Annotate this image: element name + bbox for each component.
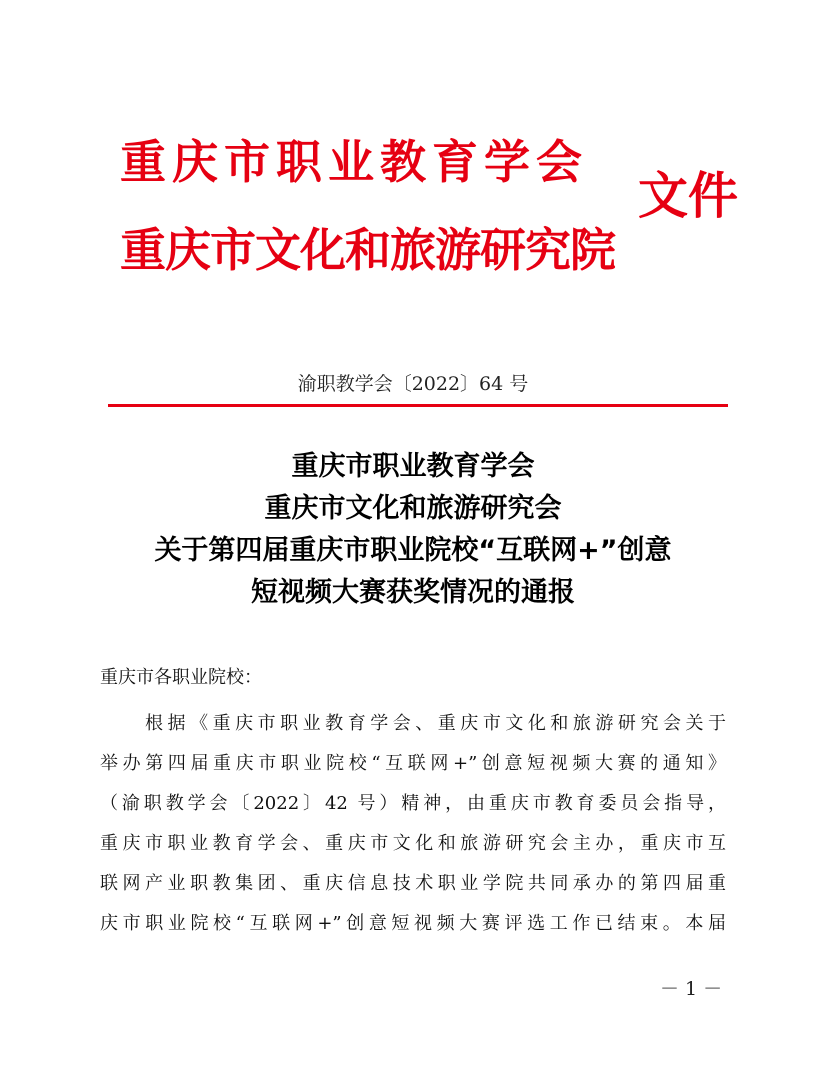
salutation: 重庆市各职业院校： [100, 667, 262, 688]
body-line-5: 联网产业职教集团、重庆信息技术职业学院共同承办的第四届重 [100, 873, 726, 894]
body-line-1: 根据《重庆市职业教育学会、重庆市文化和旅游研究会关于 [100, 713, 726, 734]
body-line-6: 庆市职业院校“互联网+”创意短视频大赛评选工作已结束。本届 [100, 913, 726, 934]
title-line-1: 重庆市职业教育学会 [291, 451, 535, 482]
issuer-name-1: 重庆市职业教育学会 [120, 135, 588, 189]
body-line-3: （渝职教学会〔2022〕42 号）精神，由重庆市教育委员会指导， [100, 793, 726, 814]
title-line-4: 短视频大赛获奖情况的通报 [251, 577, 575, 608]
issuer-name-2: 重庆市文化和旅游研究院 [120, 223, 615, 277]
document-type-label: 文件 [638, 166, 738, 225]
body-paragraph [100, 704, 726, 944]
page-number: － 1 － [660, 978, 723, 1000]
red-separator-line [108, 404, 728, 407]
body-line-4: 重庆市职业教育学会、重庆市文化和旅游研究会主办，重庆市互 [100, 833, 726, 854]
title-line-2: 重庆市文化和旅游研究会 [264, 493, 562, 524]
body-line-2: 举办第四届重庆市职业院校“互联网+”创意短视频大赛的通知》 [100, 753, 726, 774]
notice-title [0, 446, 826, 614]
document-number: 渝职教学会〔2022〕64 号 [297, 373, 529, 395]
title-line-3: 关于第四届重庆市职业院校“互联网+”创意 [154, 535, 672, 566]
